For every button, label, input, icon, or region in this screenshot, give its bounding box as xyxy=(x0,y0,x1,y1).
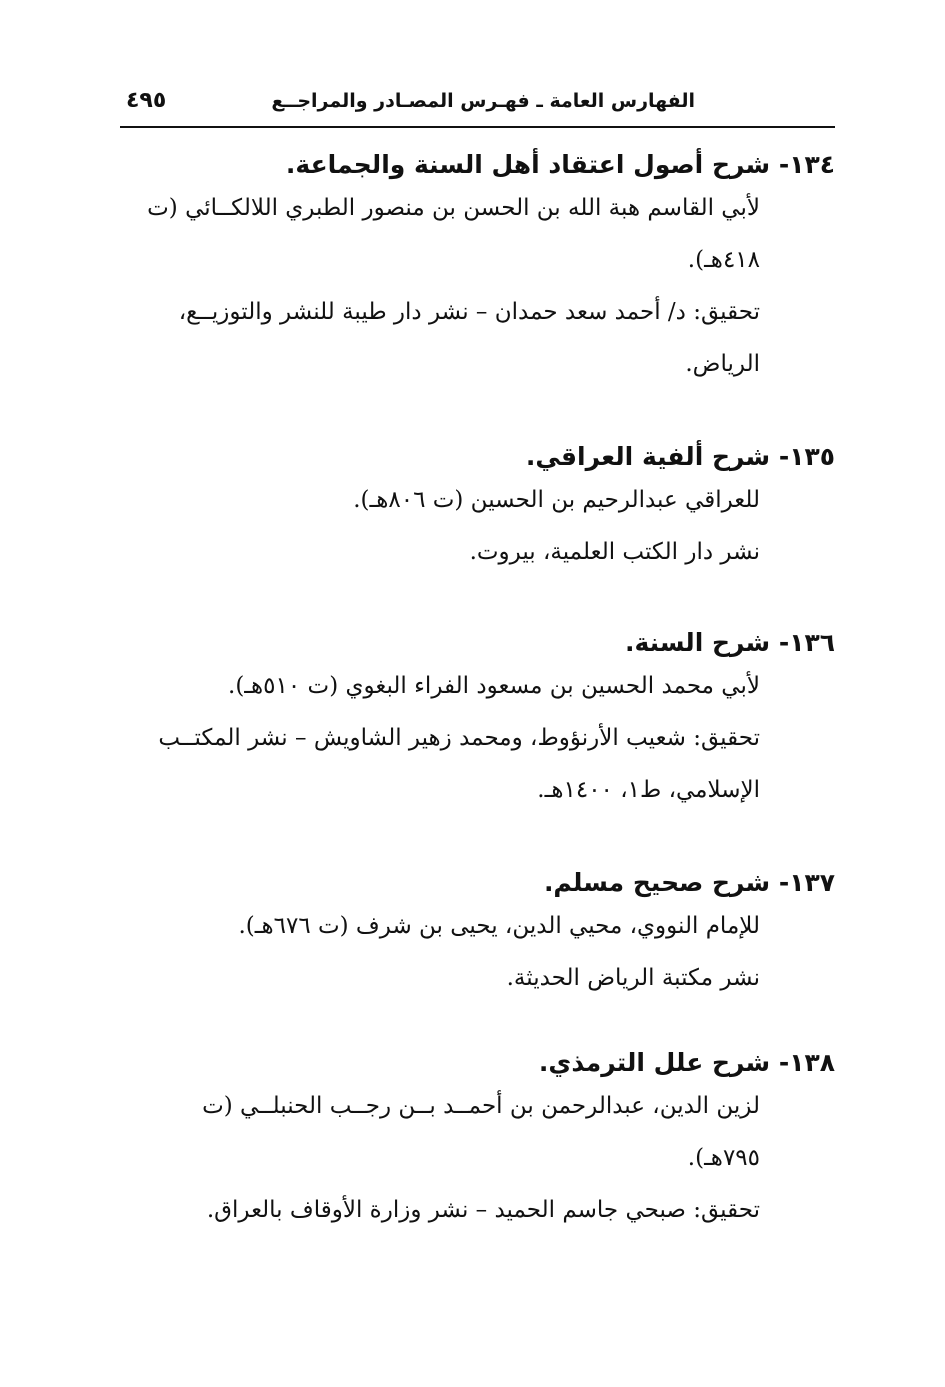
entry-title-text: شرح صحيح مسلم. xyxy=(543,868,771,897)
bibliography-entry xyxy=(115,1046,835,1236)
entry-line: لأبي القاسم هبة الله بن الحسن بن منصور الطبري اللالكــائي (ت xyxy=(147,195,760,221)
entry-number: ١٣٧ xyxy=(789,868,835,897)
header-title: الفهارس العامة ـ فهـرس المصـادر والمراجــع xyxy=(271,90,695,112)
entry-title-text: شرح علل الترمذي. xyxy=(538,1048,771,1077)
entry-line: للإمام النووي، محيي الدين، يحيى بن شرف (ت ٦٧٦هـ). xyxy=(238,913,760,939)
entry-body xyxy=(115,900,760,1004)
entry-title: ١٣٤- شرح أصول اعتقاد أهل السنة والجماعة. xyxy=(285,150,835,179)
entry-line: تحقيق: صبحي جاسم الحميد – نشر وزارة الأوقاف بالعراق. xyxy=(206,1197,760,1223)
running-header xyxy=(120,86,835,128)
entry-body xyxy=(115,1080,760,1236)
entry-line: لزين الدين، عبدالرحمن بن أحمــد بــن رجــب الحنبلــي (ت xyxy=(202,1093,760,1119)
entry-number: ١٣٨ xyxy=(789,1048,835,1077)
entry-body xyxy=(115,474,760,578)
entry-line: للعراقي عبدالرحيم بن الحسين (ت ٨٠٦هـ). xyxy=(353,487,760,513)
entry-line: نشر مكتبة الرياض الحديثة. xyxy=(506,965,760,991)
bibliography-entry xyxy=(115,148,835,390)
page-number: ٤٩٥ xyxy=(126,88,167,113)
bibliography-entry xyxy=(115,866,835,1004)
entry-number: ١٣٥ xyxy=(789,442,835,471)
entry-line: لأبي محمد الحسين بن مسعود الفراء البغوي (ت ٥١٠هـ). xyxy=(228,673,760,699)
entry-title: ١٣٦- شرح السنة. xyxy=(625,628,835,657)
entry-title: ١٣٥- شرح ألفية العراقي. xyxy=(525,442,835,471)
bibliography-entry xyxy=(115,626,835,816)
entry-line: تحقيق: د/ أحمد سعد حمدان – نشر دار طيبة للنشر والتوزيــع، xyxy=(178,299,760,325)
entry-line: تحقيق: شعيب الأرنؤوط، ومحمد زهير الشاويش – نشر المكتــب xyxy=(158,725,760,751)
entry-title: ١٣٨- شرح علل الترمذي. xyxy=(538,1048,835,1077)
entry-line: الإسلامي، ط١، ١٤٠٠هـ. xyxy=(537,777,760,803)
entry-number: ١٣٤ xyxy=(789,150,835,179)
entry-line: نشر دار الكتب العلمية، بيروت. xyxy=(469,539,760,565)
entry-number: ١٣٦ xyxy=(789,628,835,657)
entry-title-text: شرح السنة. xyxy=(625,628,771,657)
entry-body xyxy=(115,182,760,390)
entry-title-text: شرح ألفية العراقي. xyxy=(525,442,771,471)
bibliography-entry xyxy=(115,440,835,578)
entry-title: ١٣٧- شرح صحيح مسلم. xyxy=(543,868,835,897)
entry-line: الرياض. xyxy=(685,351,760,377)
entry-body xyxy=(115,660,760,816)
entry-title-text: شرح أصول اعتقاد أهل السنة والجماعة. xyxy=(285,150,771,179)
entry-line: ٤١٨هـ). xyxy=(687,247,760,273)
entry-line: ٧٩٥هـ). xyxy=(687,1145,760,1171)
